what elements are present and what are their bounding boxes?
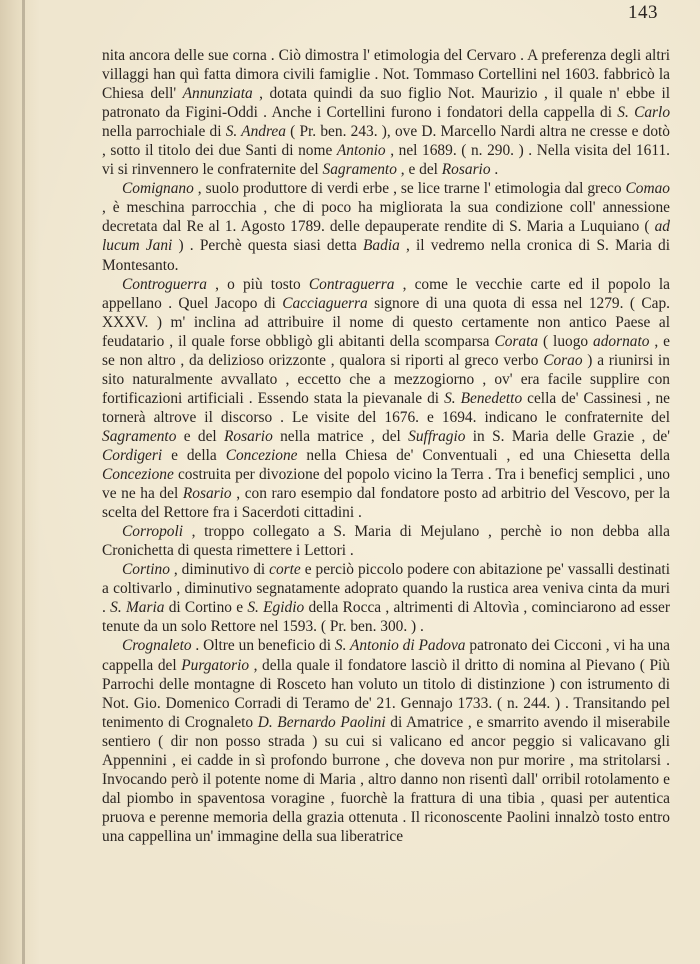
text-run: cella de' Cassinesi , ne tornerà altrove il discorso . Le visite del 1676. e 1694. indicano le confraternite del (102, 389, 670, 426)
paragraph (102, 179, 670, 274)
paragraph (102, 522, 670, 560)
italic-run: S. Andrea (225, 123, 286, 141)
italic-run: Corata (494, 332, 539, 350)
italic-run: Corropoli (122, 523, 184, 541)
text-run: nita ancora delle sue corna . Ciò dimostra l' etimologia del Cervaro . A preferenza degli altri villaggi han quì fatta dimora civili famiglie . Not. Tommaso Cortellini nel 1603. fabbricò la Chiesa dell' (102, 47, 670, 103)
italic-run: Suffragio (408, 427, 466, 445)
text-run: , e se non altro , da delizioso orizzonte , qualora si riporti al greco verbo (102, 332, 670, 369)
italic-run: Contraguerra (308, 275, 395, 293)
text-run: , il vedremo nella cronica di S. Maria di Montesanto. (102, 237, 670, 274)
italic-run: S. Carlo (617, 104, 671, 122)
italic-run: Cacciaguerra (282, 294, 368, 312)
text-run: patronato dei Cicconi , vi ha una cappella del (102, 637, 670, 674)
italic-run: Sagramento (322, 161, 397, 179)
text-run: , e del (396, 161, 442, 179)
italic-run: corte (269, 561, 301, 579)
text-run: ( luogo (538, 332, 594, 350)
text-run: signore di una quota di essa nel 1279. ( Cap. XXXV. ) m' inclina ad attribuire il nome di questo certamente non antico Paese al feudatario , il quale forse obbligò gli abitanti della scomparsa (102, 294, 670, 350)
italic-run: Controguerra (122, 275, 207, 293)
page-number: 143 (628, 2, 658, 23)
paragraph (102, 560, 670, 636)
italic-run: Badia (363, 237, 400, 255)
text-run: , con raro esempio dal fondatore posto ad arbitrio del Vescovo, per la scelta del Rettore fra i Sacerdoti cittadini . (102, 485, 670, 522)
paragraph (102, 636, 670, 846)
text-run: ) a riunirsi in sito naturalmente avvallato , eccetto che a mezzogiorno , ov' era facile supplire con fortificazioni artificiali . Essendo stata la pievanale di (102, 351, 671, 407)
text-run: della Rocca , altrimenti di Altovìa , cominciarono ad esser tenute da un solo Rettore nel 1593. ( Pr. ben. 300. ) . (102, 599, 670, 636)
text-run: ( Pr. ben. 243. ), ove D. Marcello Nardi altra ne cresse e dotò , sotto il titolo dei due Santi di nome (102, 123, 671, 160)
italic-run: Annunziata (182, 85, 253, 103)
italic-run: adornato (593, 332, 650, 350)
text-run: e perciò piccolo podere con abitazione pe' vassalli destinati a coltivarlo , diminutivo segnatamente adoprato quando la rustica area veniva cinta da muri . (102, 561, 670, 617)
text-run: , troppo collegato a S. Maria di Mejulano , perchè io non debba alla Cronichetta di questa rimettere i Lettori . (102, 523, 670, 560)
italic-run: Purgatorio (181, 656, 250, 674)
italic-run: Cordigeri (102, 446, 163, 464)
italic-run: Rosario (224, 427, 273, 445)
italic-run: Crognaleto (122, 637, 192, 655)
italic-run: Antonio (336, 142, 386, 160)
text-run: in S. Maria delle Grazie , de' (465, 427, 670, 445)
italic-run: Comignano (122, 180, 194, 198)
paragraph (102, 46, 670, 179)
italic-run: S. Antonio di Padova (334, 637, 466, 655)
page-text (102, 46, 670, 846)
italic-run: S. Maria (110, 599, 165, 617)
italic-run: Concezione (225, 446, 298, 464)
text-run: di Amatrice , e smarrito avendo il miserabile sentiero ( dir non posso strada ) su cui si valicano ed ancor peggio si valicavano gli Appennini , ei cadde in sì profondo burrone , che doveva non pur morire , ma stritolarsi . Invocando però il potente nome di Maria , altro danno non risentì dall' orribil rotolamento e dal piombo in spaventosa voragine , fuorchè la frattura di una tibia , quasi per autentica pruova e perenne memoria della grazia ottenuta . Il riconoscente Paolini innalzò tosto entro una cappellina un' immagine della sua liberatrice (102, 713, 670, 845)
italic-run: Corao (543, 351, 583, 369)
paragraph (102, 275, 670, 523)
page-gutter (22, 0, 25, 964)
text-run: e della (162, 446, 226, 464)
text-run: , dotata quindi da suo figlio Not. Maurizio , il quale n' ebbe il patronato da Figini-Oddi . Anche i Cortellini furono i fondatori della cappella di (102, 85, 670, 122)
italic-run: Comao (625, 180, 670, 198)
text-run: nella parrochiale di (102, 123, 226, 141)
text-run: , diminutivo di (169, 561, 270, 579)
italic-run: D. Bernardo Paolini (257, 713, 386, 731)
text-run: , come le vecchie carte ed il popolo la appellano . Quel Jacopo di (102, 275, 670, 312)
italic-run: ad lucum Jani (102, 218, 670, 255)
text-run: , è meschina parrocchia , che di poco ha migliorata la sua condizione coll' annessione decretata dal Re al 1. Agosto 1789. delle depauperate rendite di S. Maria a Luquiano ( (102, 199, 670, 236)
text-run: , nel 1689. ( n. 290. ) . Nella visita del 1611. vi si rinvennero le confraternite del (102, 142, 670, 179)
italic-run: Sagramento (102, 427, 177, 445)
text-run: di Cortino e (164, 599, 248, 617)
text-run: . (490, 161, 499, 179)
text-run: costruita per divozione del popolo vicino la Terra . Tra i beneficj semplici , uno ve ne ha del (102, 466, 670, 503)
italic-run: Rosario (182, 485, 232, 503)
text-run: . Oltre un beneficio di (191, 637, 335, 655)
italic-run: Cortino (122, 561, 170, 579)
text-run: , della quale il fondatore lasciò il dritto di nomina al Pievano ( Più Parrochi delle montagne di Rosceto han voluto un titolo di distinzione ) con istrumento di Not. Gio. Domenico Corradi di Teramo de' 21. Gennajo 1733. ( n. 244. ) . Transitando pel tenimento di Crognaleto (102, 656, 670, 731)
italic-run: Rosario (441, 161, 491, 179)
text-run: nella matrice , del (272, 427, 409, 445)
italic-run: Concezione (102, 466, 174, 484)
italic-run: S. Benedetto (444, 389, 523, 407)
text-run: ) . Perchè questa siasi detta (172, 237, 364, 255)
italic-run: S. Egidio (247, 599, 305, 617)
text-run: , o più tosto (206, 275, 309, 293)
text-run: , suolo produttore di verdi erbe , se lice trarne l' etimologia dal greco (193, 180, 626, 198)
text-run: e del (176, 427, 225, 445)
text-run: nella Chiesa de' Conventuali , ed una Chiesetta della (297, 446, 670, 464)
